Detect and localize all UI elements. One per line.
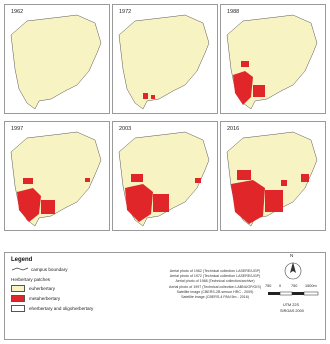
scale-label: 0: [279, 284, 282, 288]
urban-patch: [241, 61, 249, 67]
map-panel-1988: [220, 4, 326, 114]
datum-label: SIRGAS 2000: [280, 309, 304, 313]
campus-map: [221, 122, 327, 232]
credit-line: Aerial photo of 1997 (Technical collection LABNUGP/GIS): [169, 284, 261, 289]
campus-area: [11, 15, 101, 109]
patches-heading: Herbertary patches: [11, 277, 51, 282]
campus-area: [119, 15, 209, 109]
swatch-eherbertary: [11, 305, 25, 312]
credit-line: Aerial photo of 1972 (Technical collection LASERE/UGP): [169, 274, 261, 279]
credit-line: Aerial photo of 1988 (Technical collection/archive): [175, 279, 255, 284]
north-arrow-icon: [283, 259, 303, 281]
urban-patch: [153, 194, 169, 212]
boundary-line-icon: [11, 266, 29, 272]
campus-map: [5, 5, 111, 115]
urban-patch: [237, 170, 251, 180]
urban-patch: [195, 178, 201, 183]
projection-label: UTM 22S: [283, 303, 300, 307]
urban-patch: [253, 85, 265, 97]
legend-item-label: metaherbertary: [29, 296, 61, 301]
year-label: 1962: [11, 9, 24, 15]
credit-line: Satellite image (CBERS-2B sensor HRC - 2009): [176, 289, 254, 294]
urban-patch: [85, 178, 90, 182]
legend-title: Legend: [11, 257, 33, 263]
map-panel-2016: [220, 121, 326, 231]
map-panel-1997: [4, 121, 110, 231]
year-label: 1988: [227, 9, 240, 15]
urban-patch: [41, 200, 55, 214]
boundary-label: campus boundary: [31, 267, 68, 272]
urban-patch: [23, 178, 33, 184]
legend-item-label: eherbertary and oligoherbertary: [29, 306, 94, 311]
scale-label: 1500m: [305, 284, 317, 288]
map-panel-2003: [112, 121, 218, 231]
campus-map: [113, 122, 219, 232]
legend-box: [4, 252, 326, 340]
source-credits: [157, 269, 273, 300]
map-panel-1962: [4, 4, 110, 114]
urban-patch: [143, 93, 148, 99]
swatch-euherbertary: [11, 285, 25, 292]
map-panel-1972: [112, 4, 218, 114]
campus-map: [5, 122, 111, 232]
year-label: 1997: [11, 126, 24, 132]
urban-patch: [131, 174, 143, 182]
scale-bar-icon: [267, 291, 321, 297]
scale-label: 750: [291, 284, 298, 288]
urban-patch: [301, 174, 309, 182]
year-label: 2003: [119, 126, 132, 132]
urban-patch: [265, 190, 283, 212]
year-label: 1972: [119, 9, 132, 15]
urban-patch: [231, 180, 265, 224]
legend-item-label: euherbertary: [29, 286, 56, 291]
credit-line: Satellite image (CBERS-4 PAN 5m - 2016): [181, 295, 249, 300]
campus-map: [113, 5, 219, 115]
north-label: N: [290, 253, 294, 258]
urban-patch: [151, 95, 155, 99]
scale-label: 750: [265, 284, 272, 288]
credit-line: Aerial photo of 1962 (Technical collection LASERE/UGP): [169, 269, 261, 273]
swatch-metaherbertary: [11, 295, 25, 302]
urban-patch: [281, 180, 287, 186]
campus-map: [221, 5, 327, 115]
year-label: 2016: [227, 126, 240, 132]
